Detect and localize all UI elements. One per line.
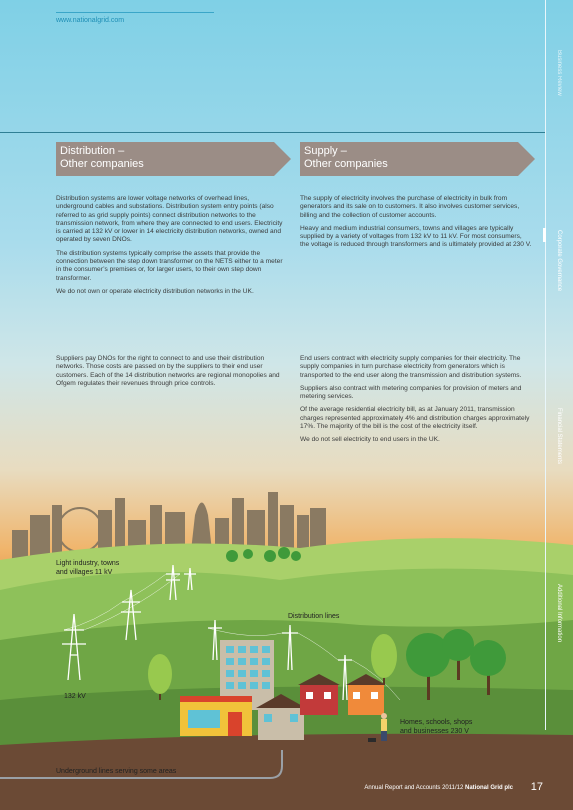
distribution-heading: Distribution – Other companies [60,145,144,170]
kv132-label: 132 kV [64,693,86,700]
side-rule [545,0,546,730]
distribution-banner [56,142,274,176]
side-tab-business-review[interactable]: Business Review [556,50,562,96]
side-tab-additional-information[interactable]: Additional Information [556,584,562,643]
distribution-column-top [56,195,288,301]
paragraph: Distribution systems are lower voltage networks of overhead lines, underground cables and substations. Distribution system entry points (also referred to as grid supply points) connect distribution networks to the transmission network, from where they are connected to end users. Electricity is carried at 132 kV or lower in 14 electricity distribution networks, owned and operated by seven DNOs. [56,195,283,244]
side-tab-marker [543,228,546,242]
supply-banner [300,142,518,176]
website-url[interactable]: www.nationalgrid.com [56,17,125,24]
paragraph: Heavy and medium industrial consumers, towns and villages are typically supplied by a variety of voltages from 132 kV to 11 kV. For most consumers, the voltage is reduced through transformers and is ultimately provided at 230 V. [300,224,532,249]
paragraph: Suppliers pay DNOs for the right to connect to and use their distribution networks. Those costs are passed on by the suppliers to their end user customers. Each of the 14 distribution networks are regional monopolies and Ofgem regulates their revenues through price controls. [56,355,280,387]
paragraph: The distribution systems typically comprise the assets that provide the connection between the step down transformer on the NETS either to a meter in the consumer’s premises or, for larger users, to their own step down transformer. [56,249,283,282]
side-tab-corporate-governance[interactable]: Corporate Governance [556,230,562,292]
paragraph: We do not sell electricity to end users in the UK. [300,436,440,444]
homes-label: Homes, schools, shops and businesses 230 V [400,719,473,735]
supply-column-top [300,195,532,255]
paragraph: Of the average residential electricity bill, as at January 2011, transmission charges represented approximately 4% and distribution charges approximately 17%. The majority of the bill is the cost of the electricity itself. [300,406,530,431]
supply-column-bottom [300,355,532,450]
paragraph: End users contract with electricity supply companies for their electricity. The supply companies in turn purchase electricity from generators which is transported to the end user along the transmission and distribution systems. [300,355,522,379]
light-industry-label: Light industry, towns and villages 11 kV [56,560,120,576]
section-divider [0,132,545,133]
underground-label: Underground lines serving some areas [56,768,177,775]
supply-heading: Supply – Other companies [304,145,388,170]
page-number: 17 [530,781,543,793]
side-tab-financial-statements[interactable]: Financial Statements [556,408,562,465]
footer-report-title: Annual Report and Accounts 2011/12 National Grid plc [364,785,513,791]
header-rule [56,12,214,13]
distribution-column-bottom [56,355,288,393]
ferris-wheel [58,508,102,552]
paragraph: The supply of electricity involves the purchase of electricity in bulk from generators and its sale on to customers. It also involves customer services, billing and the collection of customer accounts. [300,195,520,219]
paragraph: We do not own or operate electricity distribution networks in the UK. [56,287,254,295]
distribution-lines-label: Distribution lines [288,613,340,620]
paragraph: Suppliers also contract with metering companies for provision of meters and metering services. [300,384,522,401]
